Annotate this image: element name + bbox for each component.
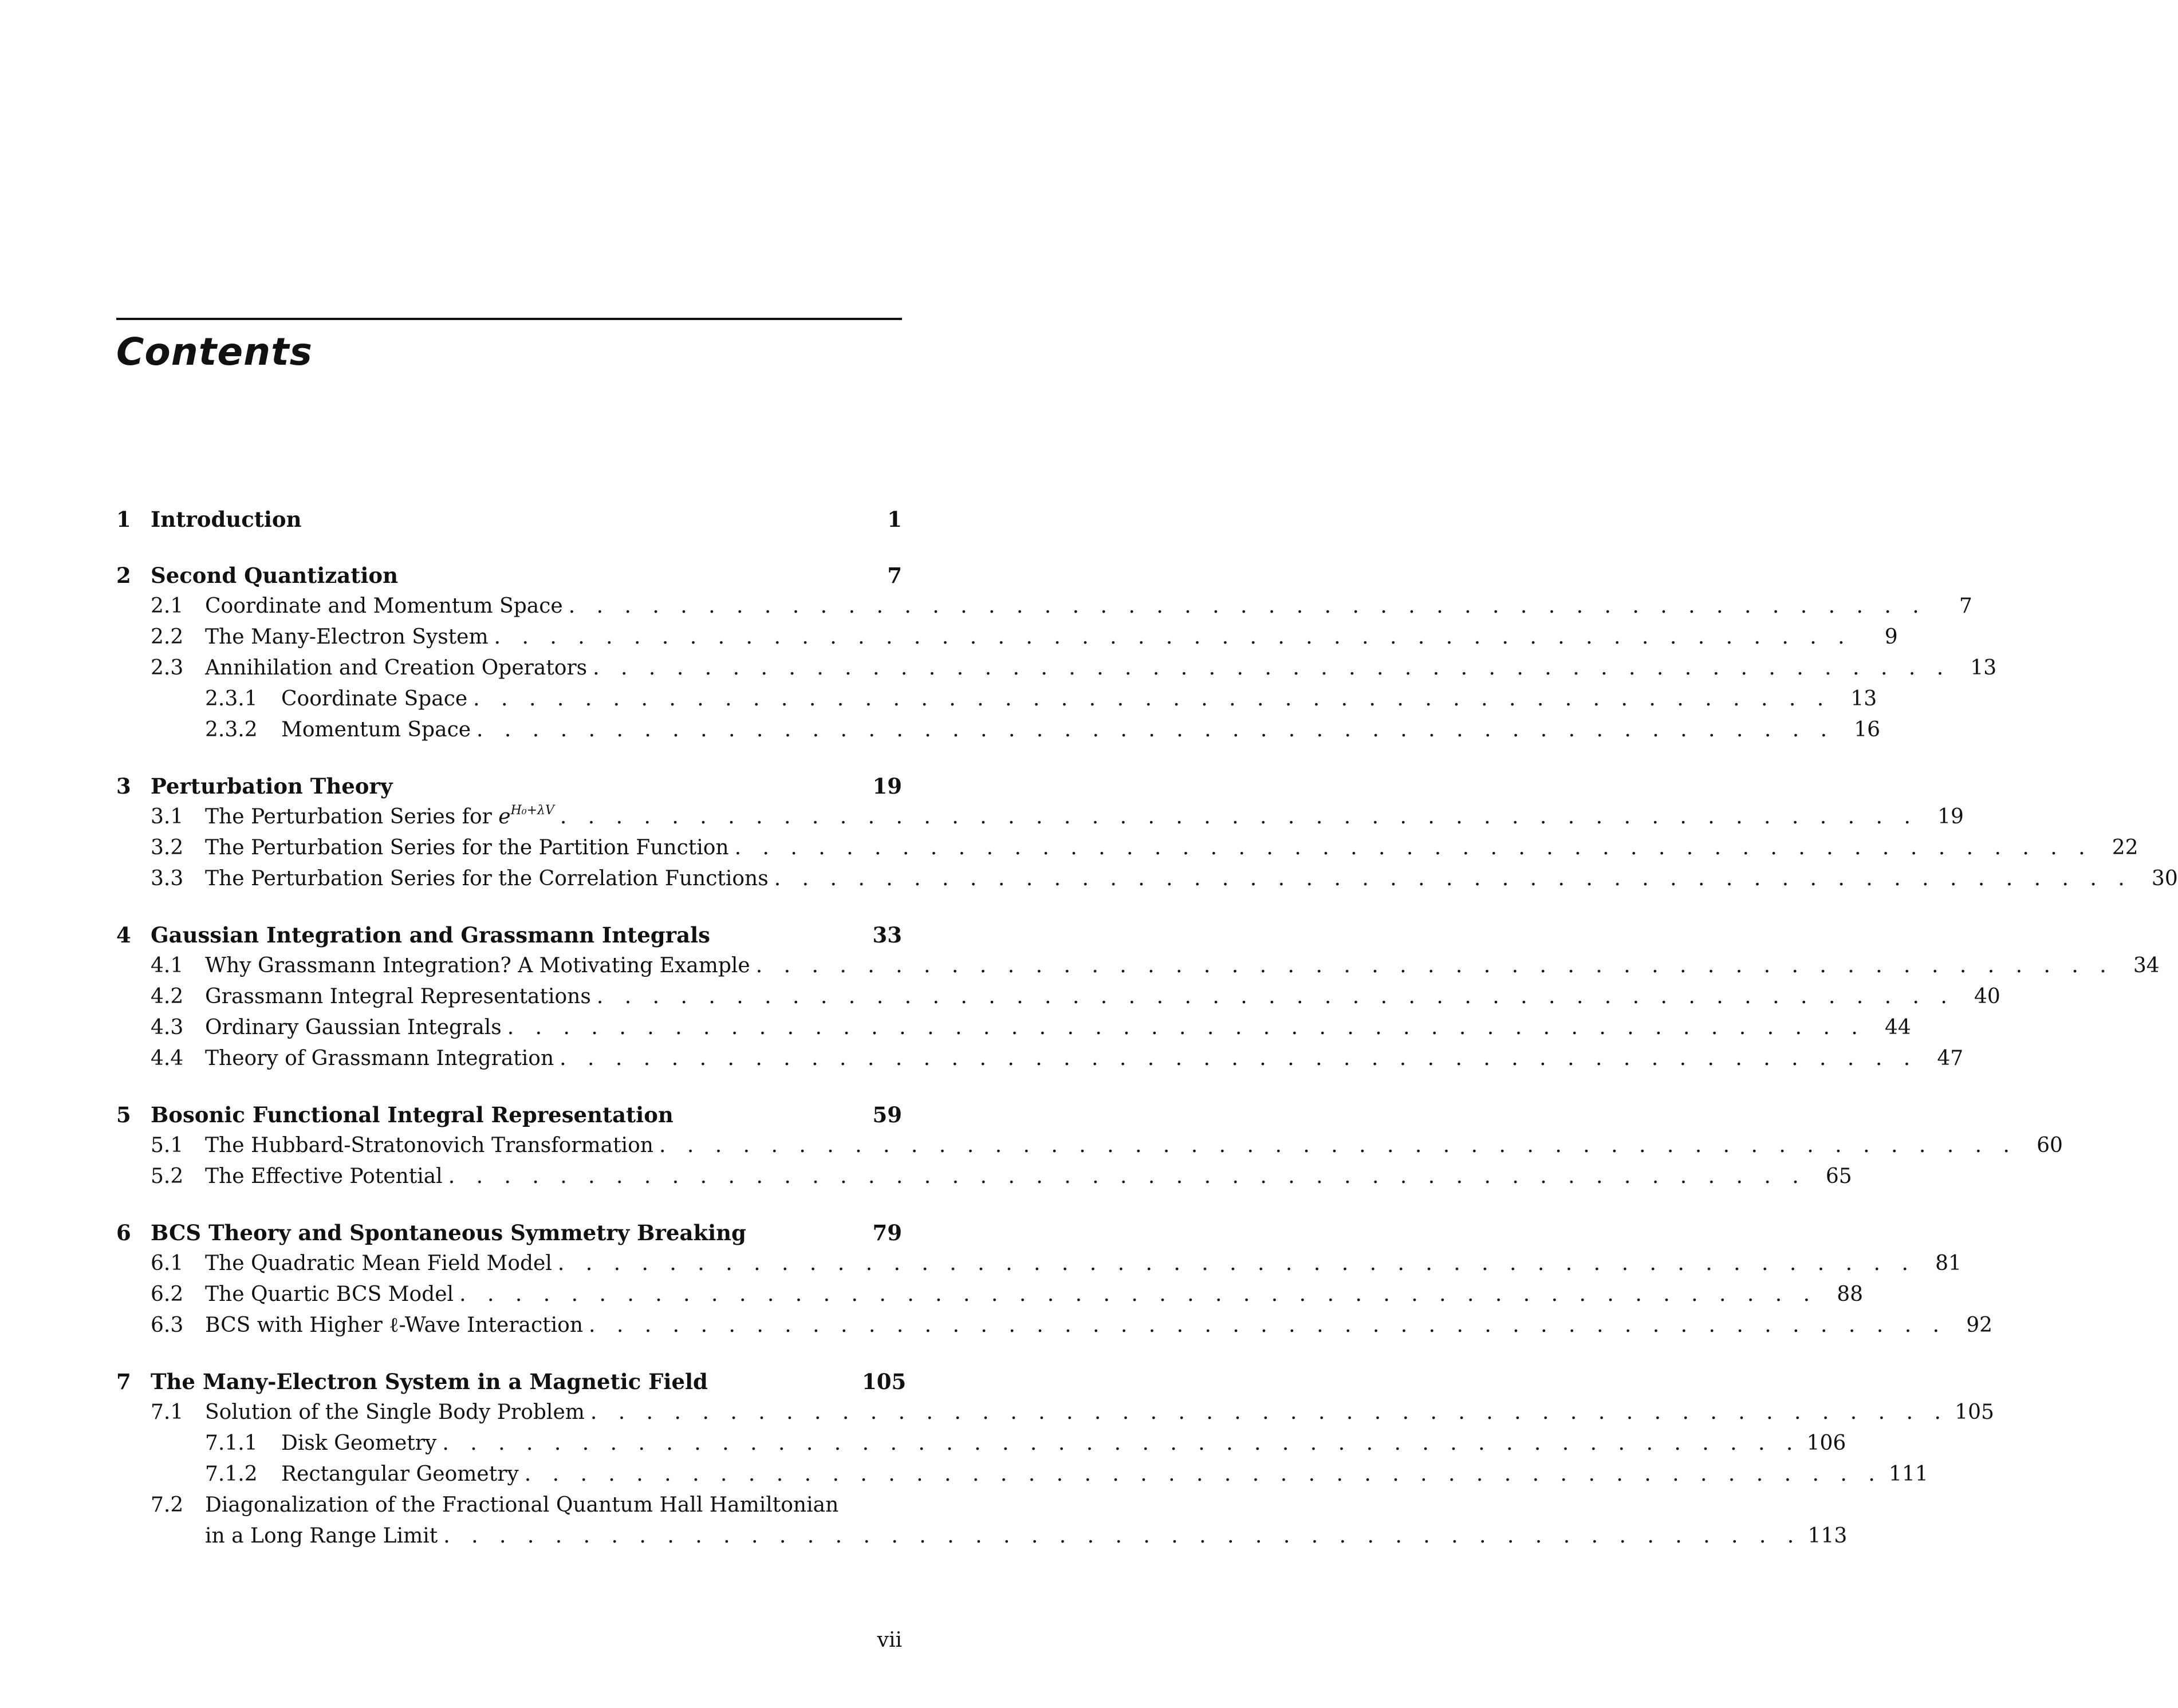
chapter-title: Bosonic Functional Integral Representation [151,1102,674,1127]
subsection-number: 7.1.1 [205,1431,258,1455]
subsection-number: 2.3.1 [205,687,258,711]
toc-entry-section-4-1[interactable] [116,950,2160,981]
page-number: 59 [872,1102,902,1127]
section-number: 5.2 [151,1165,184,1188]
chapter-title: Perturbation Theory [151,774,393,799]
section-title: The Quadratic Mean Field Model [205,1252,552,1275]
dot-leader: . . . . . . . . . . . . . . . . . . . . . . . . . . . . . . . . . . . . . . . . . . . . . . . . . [459,1283,1818,1306]
toc-chapter-4 [116,920,2160,1074]
subsection-number: 2.3.2 [205,718,258,741]
page-number: 111 [1889,1462,1928,1486]
toc-chapter-7 [116,1366,1994,1552]
page-number: 44 [1884,1016,1911,1039]
subsection-title: Momentum Space [281,718,471,741]
table-of-contents [116,504,2178,1577]
toc-entry-section-2-3[interactable] [116,653,1997,684]
toc-chapter-5 [116,1099,2063,1192]
section-title: The Effective Potential [205,1165,443,1188]
section-title-text: The Perturbation Series for [205,805,499,829]
section-number: 3.1 [151,805,184,829]
dot-leader: . . . . . . . . . . . . . . . . . . . . . . . . . . . . . . . . . . . . . . . . . . . . . . . . . [476,718,1835,741]
subsection-number: 7.1.2 [205,1462,258,1486]
section-title: Theory of Grassmann Integration [205,1047,554,1070]
page-number: 22 [2112,836,2138,859]
section-number: 7.2 [151,1493,184,1517]
section-number: 3.3 [151,867,184,890]
page-number: 105 [862,1369,907,1394]
toc-entry-chapter-2[interactable] [116,560,902,591]
page-title: Contents [116,330,313,374]
dot-leader: . . . . . . . . . . . . . . . . . . . . . . . . . . . . . . . . . . . . . . . . . . . . . . . . . [774,867,2132,890]
section-title: BCS with Higher ℓ-Wave Interaction [205,1313,584,1337]
toc-entry-section-7-2[interactable] [116,1490,902,1521]
section-title: The Many-Electron System [205,625,489,649]
chapter-number: 5 [116,1102,131,1127]
dot-leader: . . . . . . . . . . . . . . . . . . . . . . . . . . . . . . . . . . . . . . . . . . . . . . . . . [473,687,1832,711]
toc-entry-chapter-4[interactable] [116,920,902,950]
section-number: 6.2 [151,1283,184,1306]
section-title: The Perturbation Series for the Correlation Functions [205,867,769,890]
toc-entry-section-5-2[interactable] [116,1161,1852,1192]
dot-leader: . . . . . . . . . . . . . . . . . . . . . . . . . . . . . . . . . . . . . . . . . . . . . . . . . [524,1462,1882,1486]
page-number: 47 [1937,1047,1964,1070]
dot-leader: . . . . . . . . . . . . . . . . . . . . . . . . . . . . . . . . . . . . . . . . . . . . . . . . . [755,954,2114,977]
toc-entry-subsection-7-1-2[interactable] [116,1459,1928,1490]
toc-chapter-6 [116,1217,1993,1341]
dot-leader: . . . . . . . . . . . . . . . . . . . . . . . . . . . . . . . . . . . . . . . . . . . . . . . . . [590,1401,1948,1424]
page-number: 34 [2133,954,2160,977]
chapter-number: 7 [116,1369,131,1394]
toc-entry-section-6-3[interactable] [116,1310,1993,1341]
dot-leader: . . . . . . . . . . . . . . . . . . . . . . . . . . . . . . . . . . . . . . . . . . . . . . . . . [560,1047,1918,1070]
section-number: 2.3 [151,656,184,680]
section-number: 4.3 [151,1016,184,1039]
dot-leader: . . . . . . . . . . . . . . . . . . . . . . . . . . . . . . . . . . . . . . . . . . . . . . . . . [560,805,1918,829]
page-number: 7 [1959,594,1972,618]
toc-entry-section-5-1[interactable] [116,1130,2063,1161]
toc-entry-subsection-2-3-1[interactable] [116,684,1877,715]
page-number: 16 [1854,718,1881,741]
section-title: Coordinate and Momentum Space [205,594,563,618]
section-number: 4.4 [151,1047,184,1070]
toc-entry-section-6-2[interactable] [116,1279,1864,1310]
toc-entry-section-4-4[interactable] [116,1043,1964,1074]
page-number: 30 [2151,867,2178,890]
section-number: 4.1 [151,954,184,977]
section-title-continued: in a Long Range Limit [205,1524,438,1548]
page-number: 19 [872,774,902,799]
section-title: Solution of the Single Body Problem [205,1401,585,1424]
toc-entry-section-7-1[interactable] [116,1397,1994,1428]
page-number: 13 [1970,656,1997,680]
chapter-number: 2 [116,563,131,588]
title-rule [116,318,902,320]
dot-leader: . . . . . . . . . . . . . . . . . . . . . . . . . . . . . . . . . . . . . . . . . . . . . . . . . [442,1431,1801,1455]
dot-leader: . . . . . . . . . . . . . . . . . . . . . . . . . . . . . . . . . . . . . . . . . . . . . . . . . [589,1313,1947,1337]
chapter-title: Gaussian Integration and Grassmann Integrals [151,922,710,948]
dot-leader: . . . . . . . . . . . . . . . . . . . . . . . . . . . . . . . . . . . . . . . . . . . . . . . . . [443,1524,1802,1548]
page-number: 81 [1935,1252,1962,1275]
toc-entry-chapter-1[interactable] [116,504,902,535]
page-number: 79 [872,1220,902,1245]
section-title [205,802,554,833]
chapter-number: 6 [116,1220,131,1245]
page-number: 19 [1937,805,1964,829]
section-number: 2.1 [151,594,184,618]
section-number: 2.2 [151,625,184,649]
toc-entry-chapter-7[interactable] [116,1366,907,1397]
toc-entry-section-2-2[interactable] [116,622,1898,653]
section-number: 6.3 [151,1313,184,1337]
toc-entry-subsection-2-3-2[interactable] [116,715,1881,745]
toc-chapter-1 [116,504,902,535]
page-folio: vii [877,1628,902,1652]
subsection-title: Disk Geometry [281,1431,437,1455]
toc-entry-section-3-3[interactable] [116,863,2178,894]
page-number: 92 [1966,1313,1993,1337]
dot-leader: . . . . . . . . . . . . . . . . . . . . . . . . . . . . . . . . . . . . . . . . . . . . . . . . . [593,656,1951,680]
section-title: Ordinary Gaussian Integrals [205,1016,502,1039]
page-number: 40 [1974,985,2000,1008]
section-title: Annihilation and Creation Operators [205,656,588,680]
page-number: 7 [887,563,902,588]
section-title: Diagonalization of the Fractional Quantum Hall Hamiltonian [205,1493,839,1517]
toc-entry-section-2-1[interactable] [116,591,1972,622]
dot-leader: . . . . . . . . . . . . . . . . . . . . . . . . . . . . . . . . . . . . . . . . . . . . . . . . . [557,1252,1916,1275]
toc-entry-section-4-2[interactable] [116,981,2000,1012]
section-title: Grassmann Integral Representations [205,985,591,1008]
dot-leader: . . . . . . . . . . . . . . . . . . . . . . . . . . . . . . . . . . . . . . . . . . . . . . . . . [568,594,1927,618]
page-number: 33 [872,922,902,948]
toc-entry-chapter-5[interactable] [116,1099,902,1130]
dot-leader: . . . . . . . . . . . . . . . . . . . . . . . . . . . . . . . . . . . . . . . . . . . . . . . . . [596,985,1955,1008]
chapter-title: The Many-Electron System in a Magnetic Field [151,1369,708,1394]
section-number: 5.1 [151,1134,184,1157]
chapter-number: 3 [116,774,131,799]
toc-entry-section-6-1[interactable] [116,1248,1962,1279]
subsection-title: Coordinate Space [281,687,468,711]
toc-entry-subsection-7-1-1[interactable] [116,1428,1846,1459]
page-number: 9 [1884,625,1898,649]
dot-leader: . . . . . . . . . . . . . . . . . . . . . . . . . . . . . . . . . . . . . . . . . . . . . . . . . [659,1134,2017,1157]
section-title: Why Grassmann Integration? A Motivating Example [205,954,750,977]
toc-entry-section-4-3[interactable] [116,1012,1911,1043]
chapter-title: Second Quantization [151,563,398,588]
chapter-title: Introduction [151,507,302,532]
page-number: 88 [1837,1283,1864,1306]
page-number: 65 [1825,1165,1852,1188]
toc-entry-chapter-6[interactable] [116,1217,902,1248]
page-number: 60 [2037,1134,2063,1157]
exponent-expression [498,805,554,829]
section-title: The Quartic BCS Model [205,1283,454,1306]
toc-entry-section-7-2-continued[interactable] [116,1521,1848,1552]
dot-leader: . . . . . . . . . . . . . . . . . . . . . . . . . . . . . . . . . . . . . . . . . . . . . . . . . [448,1165,1806,1188]
chapter-number: 4 [116,922,131,948]
toc-chapter-3 [116,771,2178,894]
toc-chapter-2 [116,560,1997,745]
section-number: 7.1 [151,1401,184,1424]
section-number: 4.2 [151,985,184,1008]
toc-entry-section-3-1[interactable] [116,802,1964,833]
exponent-base: e [498,805,511,829]
toc-entry-section-3-2[interactable] [116,833,2138,863]
toc-entry-chapter-3[interactable] [116,771,902,802]
exponent-superscript: H₀+λV [510,803,554,818]
dot-leader: . . . . . . . . . . . . . . . . . . . . . . . . . . . . . . . . . . . . . . . . . . . . . . . . . [734,836,2093,859]
chapter-title: BCS Theory and Spontaneous Symmetry Breaking [151,1220,746,1245]
dot-leader: . . . . . . . . . . . . . . . . . . . . . . . . . . . . . . . . . . . . . . . . . . . . . . . . . [494,625,1852,649]
page-number: 106 [1806,1431,1846,1455]
section-title: The Hubbard-Stratonovich Transformation [205,1134,653,1157]
page-number: 13 [1850,687,1877,711]
chapter-number: 1 [116,507,131,532]
page-number: 105 [1955,1401,1994,1424]
subsection-title: Rectangular Geometry [281,1462,519,1486]
section-number: 6.1 [151,1252,184,1275]
page-number: 1 [887,507,902,532]
dot-leader: . . . . . . . . . . . . . . . . . . . . . . . . . . . . . . . . . . . . . . . . . . . . . . . . . [507,1016,1865,1039]
section-number: 3.2 [151,836,184,859]
section-title: The Perturbation Series for the Partition Function [205,836,729,859]
page-number: 113 [1807,1524,1848,1548]
